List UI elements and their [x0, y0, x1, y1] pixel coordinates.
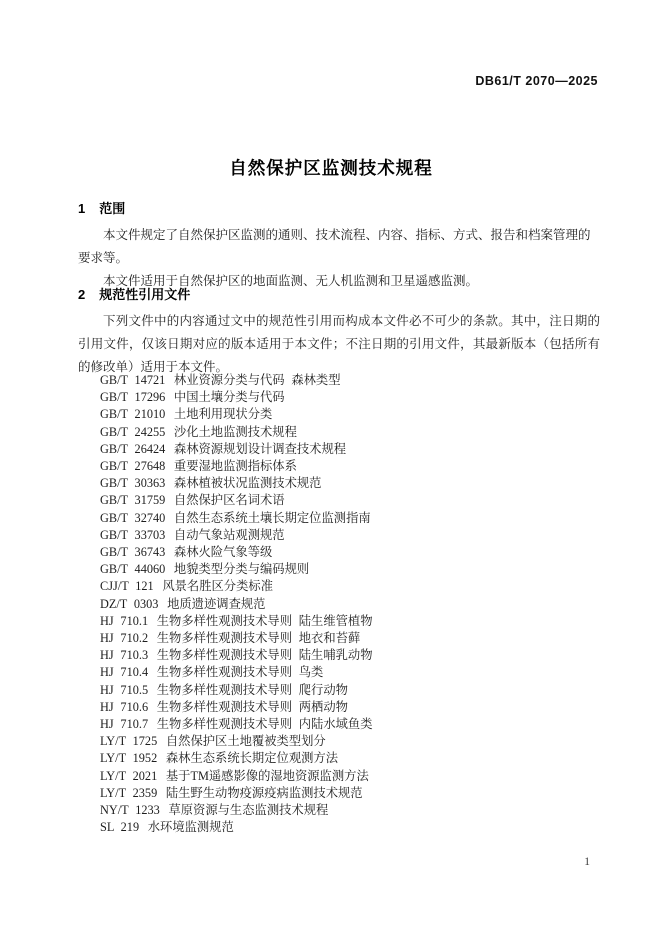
reference-code: HJ 710.2 [100, 631, 149, 646]
reference-item [100, 768, 600, 785]
reference-code: LY/T 2359 [100, 785, 158, 800]
reference-item [100, 630, 600, 647]
reference-code: DZ/T 0303 [100, 596, 159, 611]
reference-title: 自动气象站观测规范 [173, 527, 285, 542]
reference-code: HJ 710.5 [100, 682, 149, 697]
reference-code: LY/T 1725 [100, 734, 158, 749]
reference-title: 草原资源与生态监测技术规程 [168, 803, 329, 818]
document-title: 自然保护区监测技术规程 [229, 157, 433, 178]
reference-code: GB/T 33703 [100, 527, 166, 542]
reference-code: HJ 710.7 [100, 717, 149, 732]
reference-title: 地质遗迹调查规范 [167, 596, 266, 611]
reference-code: LY/T 2021 [100, 768, 158, 783]
reference-title: 林业资源分类与代码 森林类型 [173, 373, 341, 387]
reference-item [100, 389, 600, 406]
reference-item [100, 596, 600, 613]
section-number: 1 [78, 201, 86, 216]
reference-code: GB/T 14721 [100, 373, 166, 387]
reference-item [100, 819, 600, 836]
reference-code: HJ 710.6 [100, 699, 149, 714]
reference-title: 基于TM遥感影像的湿地资源监测方法 [165, 768, 369, 783]
reference-item [100, 492, 600, 509]
references-list [100, 372, 600, 836]
reference-item [100, 802, 600, 819]
section-scope-heading [78, 198, 125, 217]
reference-title: 生物多样性观测技术导则 两栖动物 [156, 699, 348, 714]
section-number: 2 [78, 287, 86, 302]
section-references-intro [78, 310, 600, 379]
reference-code: GB/T 21010 [100, 407, 166, 422]
reference-title: 生物多样性观测技术导则 爬行动物 [156, 682, 348, 697]
reference-title: 生物多样性观测技术导则 陆生哺乳动物 [156, 648, 373, 663]
reference-item [100, 613, 600, 630]
reference-code: NY/T 1233 [100, 803, 160, 818]
reference-code: HJ 710.4 [100, 665, 149, 680]
reference-code: CJJ/T 121 [100, 579, 154, 594]
reference-title: 沙化土地监测技术规程 [173, 424, 297, 439]
reference-code: HJ 710.1 [100, 613, 149, 628]
reference-title: 森林火险气象等级 [173, 545, 273, 560]
reference-code: GB/T 27648 [100, 459, 166, 474]
reference-item [100, 750, 600, 767]
reference-item [100, 406, 600, 423]
reference-item [100, 699, 600, 716]
reference-title: 生物多样性观测技术导则 陆生维管植物 [156, 613, 373, 628]
reference-title: 自然生态系统土壤长期定位监测指南 [173, 510, 371, 525]
reference-item [100, 733, 600, 750]
reference-item [100, 441, 600, 458]
reference-title: 生物多样性观测技术导则 内陆水域鱼类 [156, 717, 373, 732]
references-intro-paragraph: 下列文件中的内容通过文中的规范性引用而构成本文件必不可少的条款。其中，注日期的引用文件，仅该日期对应的版本适用于本文件；不注日期的引用文件，其最新版本（包括所有的修改单）适用于本文件。 [78, 314, 600, 374]
reference-title: 中国土壤分类与代码 [173, 390, 285, 405]
reference-code: GB/T 31759 [100, 493, 166, 508]
reference-title: 水环境监测规范 [147, 820, 234, 835]
reference-code: GB/T 24255 [100, 424, 166, 439]
scope-paragraph: 本文件适用于自然保护区的地面监测、无人机监测和卫星遥感监测。 [103, 274, 479, 288]
reference-item [100, 424, 600, 441]
reference-code: GB/T 30363 [100, 476, 166, 491]
section-scope-body [78, 224, 600, 293]
section-heading-text: 范围 [99, 201, 126, 216]
reference-item [100, 647, 600, 664]
reference-code: SL 219 [100, 820, 140, 835]
page-number: 1 [584, 856, 590, 868]
reference-title: 生物多样性观测技术导则 鸟类 [156, 665, 324, 680]
reference-code: LY/T 1952 [100, 751, 158, 766]
reference-item [100, 682, 600, 699]
reference-title: 森林资源规划设计调查技术规程 [173, 441, 347, 456]
reference-code: GB/T 17296 [100, 390, 166, 405]
reference-item [100, 510, 600, 527]
reference-title: 风景名胜区分类标准 [162, 579, 273, 594]
reference-item [100, 664, 600, 681]
reference-title: 陆生野生动物疫源疫病监测技术规范 [165, 785, 363, 800]
reference-item [100, 785, 600, 802]
reference-item [100, 372, 600, 389]
reference-code: GB/T 26424 [100, 441, 166, 456]
reference-title: 重要湿地监测指标体系 [173, 459, 297, 474]
reference-code: GB/T 36743 [100, 545, 166, 560]
reference-item [100, 578, 600, 595]
reference-title: 土地利用现状分类 [173, 407, 273, 422]
reference-item [100, 716, 600, 733]
scope-paragraph: 本文件规定了自然保护区监测的通则、技术流程、内容、指标、方式、报告和档案管理的要求等。 [78, 228, 591, 265]
reference-title: 自然保护区土地覆被类型划分 [165, 734, 326, 749]
reference-title: 森林生态系统长期定位观测方法 [165, 751, 339, 766]
reference-item [100, 544, 600, 561]
reference-item [100, 561, 600, 578]
reference-code: HJ 710.3 [100, 648, 149, 663]
reference-code: GB/T 32740 [100, 510, 166, 525]
reference-title: 森林植被状况监测技术规范 [173, 476, 322, 491]
reference-code: GB/T 44060 [100, 562, 166, 577]
reference-title: 自然保护区名词术语 [173, 493, 285, 508]
section-heading-text: 规范性引用文件 [99, 287, 191, 302]
reference-title: 地貌类型分类与编码规则 [173, 562, 310, 577]
standard-code: DB61/T 2070—2025 [475, 74, 598, 88]
reference-title: 生物多样性观测技术导则 地衣和苔藓 [156, 631, 361, 646]
section-references-heading [78, 284, 190, 303]
reference-item [100, 458, 600, 475]
reference-item [100, 475, 600, 492]
reference-item [100, 527, 600, 544]
